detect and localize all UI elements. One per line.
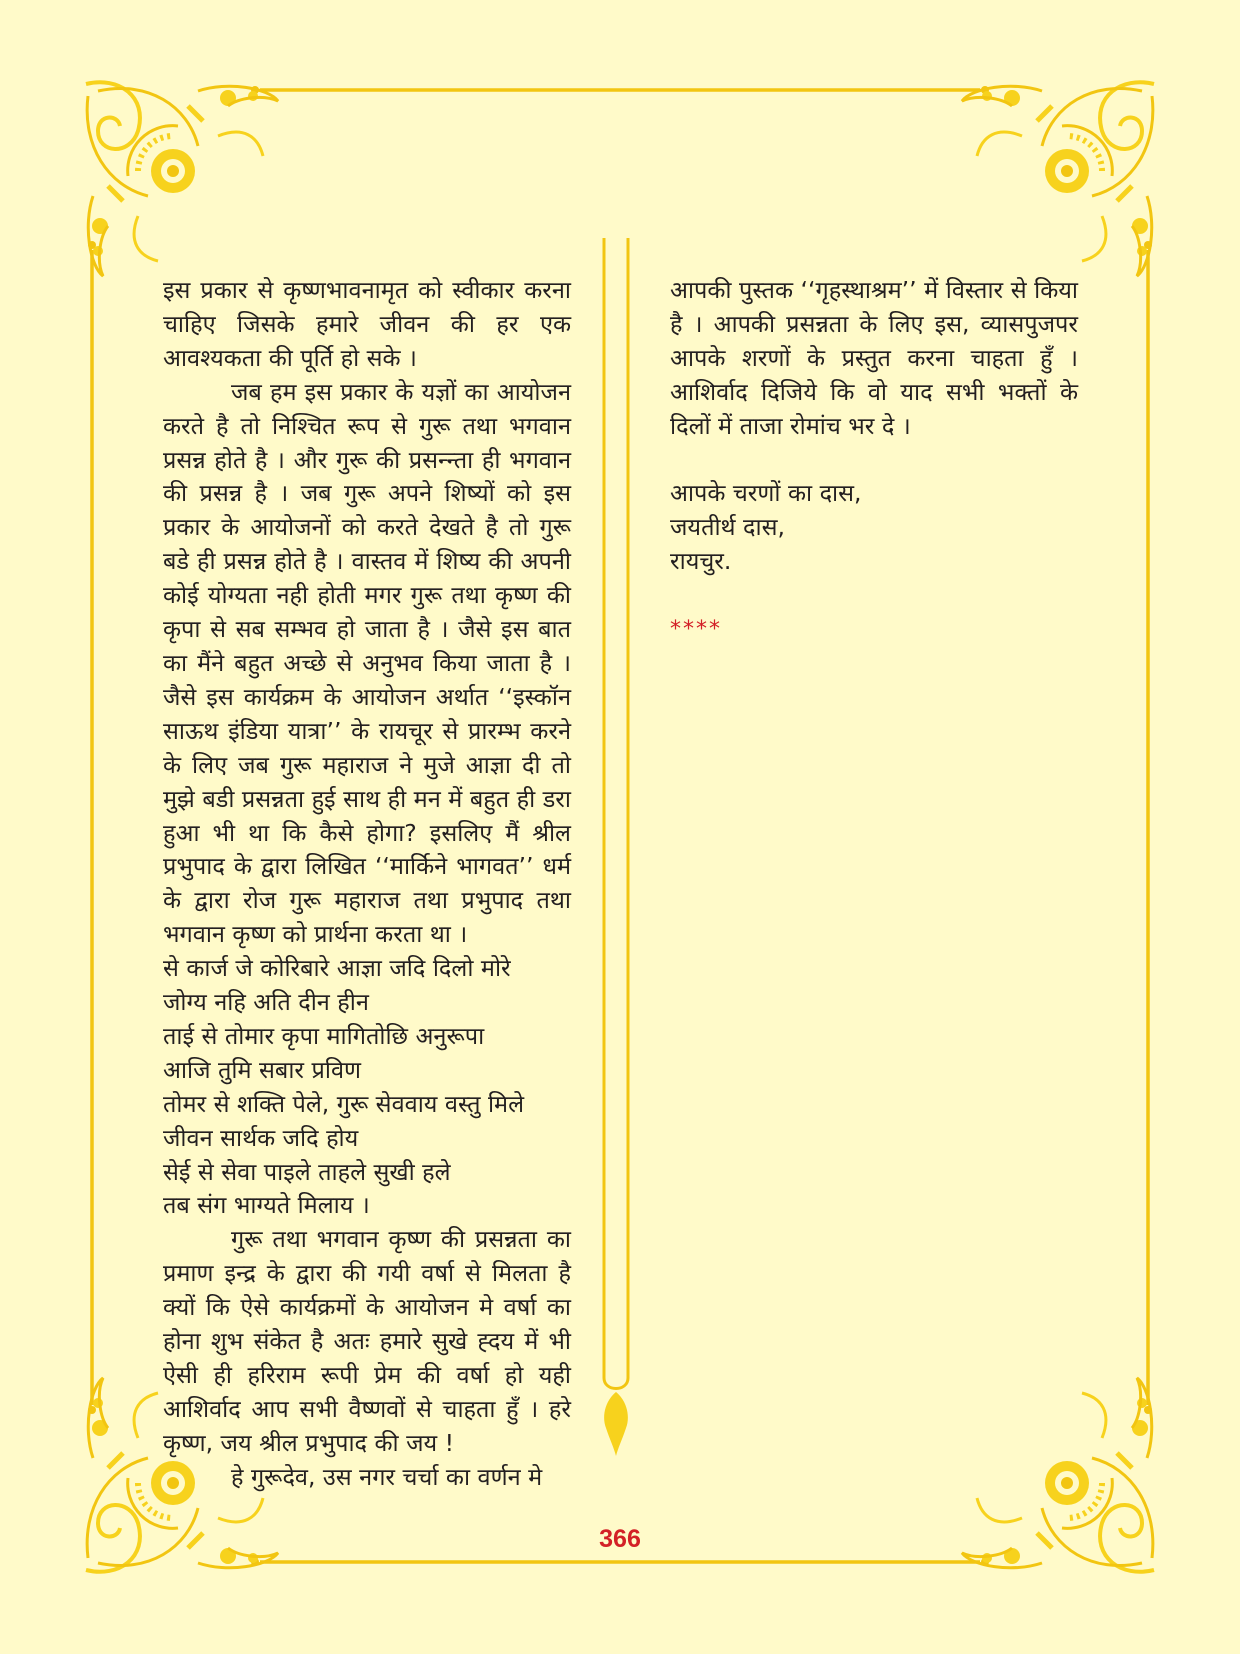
verse-line: ताई से तोमार कृपा मागितोछि अनुरूपा — [163, 1021, 485, 1050]
signature-line: आपके चरणों का दास, — [670, 479, 862, 508]
signature-block — [670, 477, 1078, 579]
left-column — [163, 274, 571, 1495]
paragraph: जब हम इस प्रकार के यज्ञों का आयोजन करते है तो निश्चित रूप से गुरू तथा भगवान प्रसन्न होते है । और गुरू की प्रसन्न्ता ही भगवान की प्रसन्न है । जब गुरू अपने शिष्यों को इस प्रकार के आयोजनों को करते देखते है तो गुरू बडे ही प्रसन्न होते है । वास्तव में शिष्य की अपनी कोई योग्यता नही होती मगर गुरू तथा कृष्ण की कृपा से सब सम्भव हो जाता है । जैसे इस बात का मैंने बहुत अच्छे से अनुभव किया जाता है । जैसे इस कार्यक्रम के आयोजन अर्थात ‘‘इस्कॉन साऊथ इंडिया यात्रा’’ के रायचूर से प्रारम्भ करने के लिए जब गुरू महाराज ने मुजे आज्ञा दी तो मुझे बडी प्रसन्नता हुई साथ ही मन में बहुत ही डरा हुआ भी था कि कैसे होगा? इसलिए मैं श्रील प्रभुपाद के द्वारा लिखित ‘‘मार्किने भागवत’’ धर्म के द्वारा रोज गुरू महाराज तथा प्रभुपाद तथा भगवान कृष्ण को प्रार्थना करता था । — [163, 377, 571, 949]
verse-line: तोमर से शक्ति पेले, गुरू सेववाय वस्तु मिले — [163, 1089, 525, 1118]
verse-line: आजि तुमि सबार प्रविण — [163, 1055, 362, 1084]
verse-line: सेई से सेवा पाइले ताहले सुखी हले — [163, 1157, 451, 1186]
verse-line: तब संग भाग्यते मिलाय । — [163, 1191, 370, 1220]
verse-line: जीवन सार्थक जदि होय — [163, 1123, 359, 1152]
page-number: 366 — [599, 1525, 641, 1553]
signature-line: रायचुर. — [670, 547, 732, 576]
paragraph: इस प्रकार से कृष्णभावनामृत को स्वीकार करना चाहिए जिसके हमारे जीवन की हर एक आवश्यकता की पूर्ति हो सके । — [163, 276, 571, 372]
paragraph: गुरू तथा भगवान कृष्ण की प्रसन्नता का प्रमाण इन्द्र के द्वारा की गयी वर्षा से मिलता है क्यों कि ऐसे कार्यक्रमों के आयोजन मे वर्षा का होना शुभ संकेत है अतः हमारे सुखे ह्दय में भी ऐसी ही हरिराम रूपी प्रेम की वर्षा हो यही आशिर्वाद आप सभी वैष्णवों से चाहता हुँ । हरे कृष्ण, जय श्रील प्रभुपाद की जय ! — [163, 1225, 571, 1457]
right-column — [670, 274, 1078, 647]
verse-line: जोग्य नहि अति दीन हीन — [163, 988, 369, 1017]
signature-line: जयतीर्थ दास, — [670, 513, 785, 542]
paragraph: हे गुरूदेव, उस नगर चर्चा का वर्णन मे — [231, 1462, 543, 1491]
verse-line: से कार्ज जे कोरिबारे आज्ञा जदि दिलो मोरे — [163, 954, 511, 983]
paragraph: आपकी पुस्तक ‘‘गृहस्थाश्रम’’ में विस्तार से किया है । आपकी प्रसन्नता के लिए इस, व्यासपुजपर आपके शरणों के प्रस्तुत करना चाहता हुँ । आशिर्वाद दिजिये कि वो याद सभी भक्तों के दिलों में ताजा रोमांच भर दे । — [670, 276, 1078, 440]
bengali-verse — [163, 952, 571, 1223]
section-end-stars: **** — [670, 617, 722, 643]
